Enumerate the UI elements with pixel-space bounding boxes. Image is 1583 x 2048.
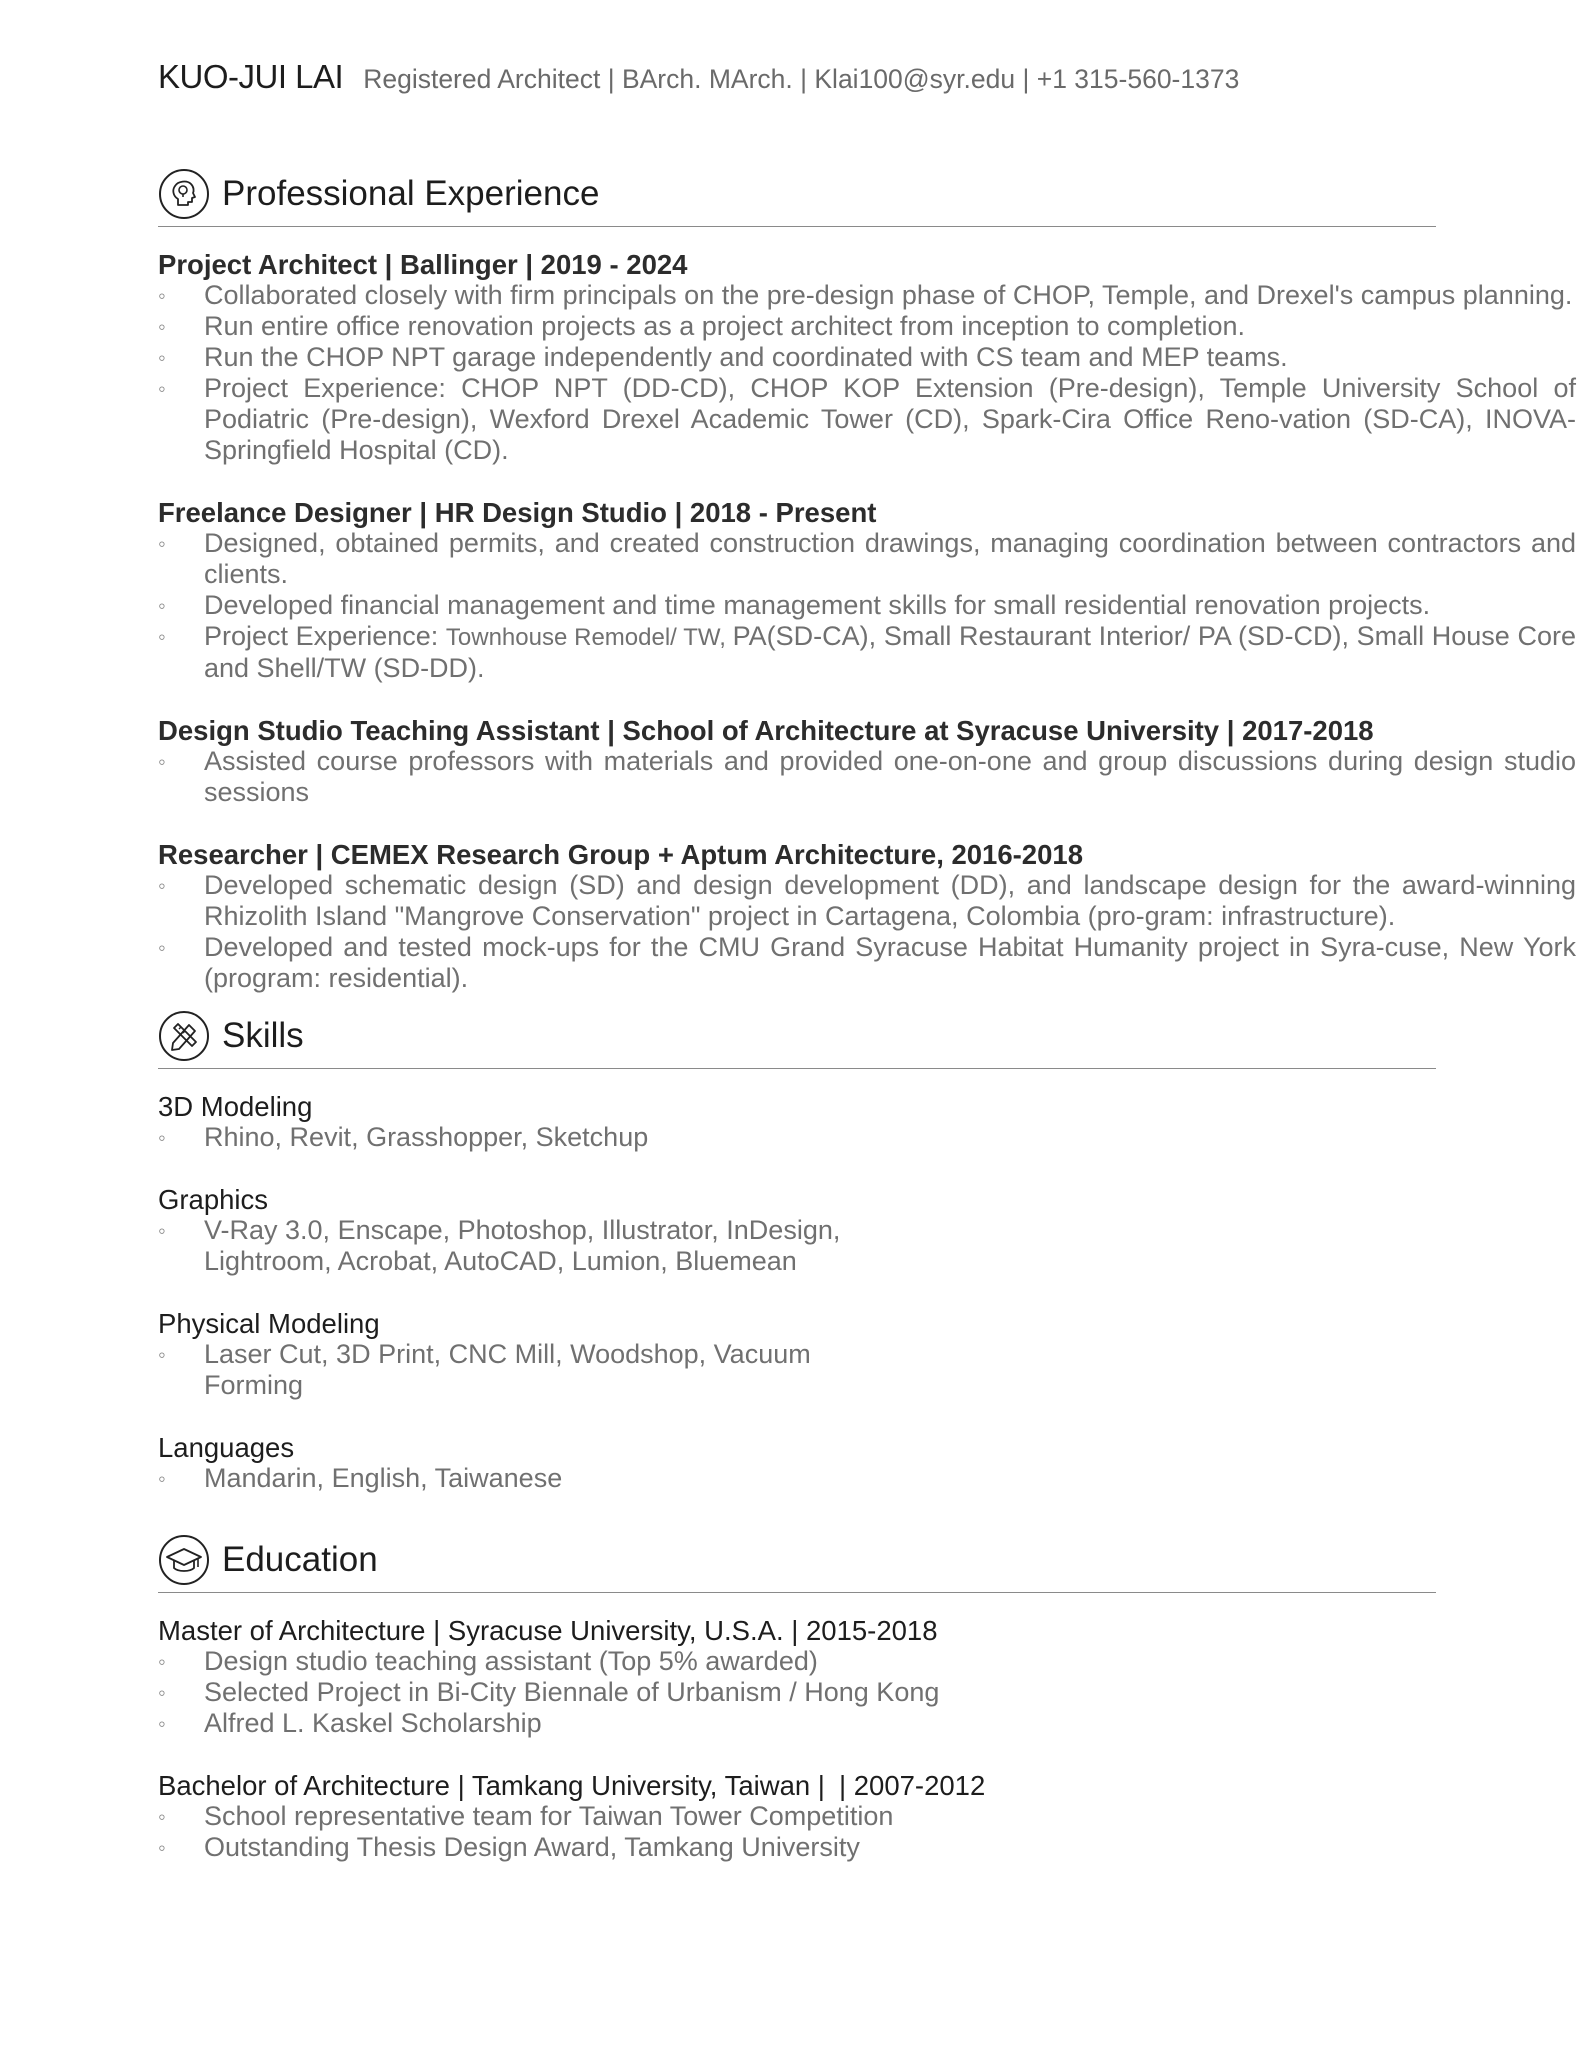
list-item: ◦ Developed financial management and time management skills for small residential renovation projects. bbox=[158, 590, 1576, 621]
skill-line: Forming bbox=[204, 1370, 304, 1400]
skill-line: Laser Cut, 3D Print, CNC Mill, Woodshop, Vacuum bbox=[204, 1339, 811, 1369]
list-item: ◦ Developed schematic design (SD) and design development (DD), and landscape design for the award-winning Rhizolith Island "Mangrove Conservation" project in Cartagena, Colombia (pro-gram: infrastructure). bbox=[158, 870, 1576, 932]
list-item: ◦ Rhino, Revit, Grasshopper, Sketchup bbox=[158, 1122, 1436, 1153]
resume-header bbox=[158, 58, 1436, 108]
pencil-ruler-icon bbox=[158, 1010, 210, 1062]
skill-group bbox=[158, 1184, 1436, 1277]
skill-group-title: Languages bbox=[158, 1432, 295, 1463]
list-item: ◦ Selected Project in Bi-City Biennale of Urbanism / Hong Kong bbox=[158, 1677, 1436, 1708]
entry-title bbox=[158, 1770, 1436, 1801]
skill-group bbox=[158, 1091, 1436, 1153]
graduation-cap-icon bbox=[158, 1534, 210, 1586]
lightbulb-head-icon bbox=[158, 168, 210, 220]
experience-entry bbox=[158, 839, 1576, 994]
experience-section-title: Professional Experience bbox=[222, 174, 600, 213]
entry-title: Master of Architecture | Syracuse University, U.S.A. | 2015-2018 bbox=[158, 1615, 938, 1646]
list-item bbox=[158, 1339, 1436, 1401]
experience-entry bbox=[158, 497, 1576, 684]
education-entry bbox=[158, 1770, 1436, 1863]
experience-entry bbox=[158, 715, 1576, 808]
list-item: ◦ Designed, obtained permits, and created construction drawings, managing coordination between contractors and clients. bbox=[158, 528, 1576, 590]
candidate-name: KUO-JUI LAI bbox=[158, 58, 344, 95]
resume-page bbox=[158, 58, 1576, 1863]
list-item: ◦ Alfred L. Kaskel Scholarship bbox=[158, 1708, 1436, 1739]
skill-group bbox=[158, 1308, 1436, 1401]
skill-group-title: 3D Modeling bbox=[158, 1091, 313, 1122]
skill-line: Lightroom, Acrobat, AutoCAD, Lumion, Bluemean bbox=[204, 1246, 797, 1276]
education-entry bbox=[158, 1615, 1436, 1739]
list-item: ◦ School representative team for Taiwan Tower Competition bbox=[158, 1801, 1436, 1832]
skill-group bbox=[158, 1432, 1436, 1494]
skill-line: V-Ray 3.0, Enscape, Photoshop, Illustrator, InDesign, bbox=[204, 1215, 841, 1245]
entry-title-part: | 2007-2012 bbox=[838, 1770, 986, 1801]
list-item: ◦ Assisted course professors with materials and provided one-on-one and group discussions during design studio sessions bbox=[158, 746, 1576, 808]
bullet-small-run: Townhouse Remodel/ TW, bbox=[445, 624, 733, 651]
contact-info: Registered Architect | BArch. MArch. | Klai100@syr.edu | +1 315-560-1373 bbox=[363, 64, 1240, 94]
bullet-prefix: Project Experience: bbox=[204, 621, 446, 651]
list-item: ◦ Mandarin, English, Taiwanese bbox=[158, 1463, 1436, 1494]
list-item: ◦ Run entire office renovation projects as a project architect from inception to completion. bbox=[158, 311, 1436, 342]
skills-section-header bbox=[158, 1008, 1436, 1069]
experience-section-header bbox=[158, 166, 1436, 227]
entry-title-part: Bachelor of Architecture | Tamkang University, Taiwan | bbox=[158, 1770, 825, 1801]
list-item bbox=[158, 621, 1576, 684]
education-section-title: Education bbox=[222, 1540, 378, 1579]
list-item bbox=[158, 1215, 1436, 1277]
list-item: ◦ Collaborated closely with firm principals on the pre-design phase of CHOP, Temple, and Drexel's campus planning. bbox=[158, 280, 1576, 311]
list-item: ◦ Design studio teaching assistant (Top 5% awarded) bbox=[158, 1646, 1436, 1677]
skill-group-title: Physical Modeling bbox=[158, 1308, 380, 1339]
entry-title: Freelance Designer | HR Design Studio | 2018 - Present bbox=[158, 497, 877, 528]
skill-group-title: Graphics bbox=[158, 1184, 269, 1215]
entry-title: Researcher | CEMEX Research Group + Aptum Architecture, 2016-2018 bbox=[158, 839, 1083, 870]
list-item: ◦ Developed and tested mock-ups for the CMU Grand Syracuse Habitat Humanity project in Syra-cuse, New York (program: residential). bbox=[158, 932, 1576, 994]
experience-entry bbox=[158, 249, 1576, 466]
skills-section-title: Skills bbox=[222, 1016, 304, 1055]
list-item: ◦ Project Experience: CHOP NPT (DD-CD), CHOP KOP Extension (Pre-design), Temple University School of Podiatric (Pre-design), Wexford Drexel Academic Tower (CD), Spark-Cira Office Reno-vation (SD-CA), INOVA-Springfield Hospital (CD). bbox=[158, 373, 1576, 466]
bullet-rest: PA(SD-CA), Small Restaurant Interior/ PA (SD-CD), Small House Core and Shell/TW (SD-DD). bbox=[204, 621, 1576, 683]
list-item: ◦ Outstanding Thesis Design Award, Tamkang University bbox=[158, 1832, 1436, 1863]
education-section-header bbox=[158, 1532, 1436, 1593]
entry-title: Design Studio Teaching Assistant | School of Architecture at Syracuse University | 2017-2018 bbox=[158, 715, 1374, 746]
entry-title: Project Architect | Ballinger | 2019 - 2024 bbox=[158, 249, 688, 280]
list-item: ◦ Run the CHOP NPT garage independently and coordinated with CS team and MEP teams. bbox=[158, 342, 1436, 373]
